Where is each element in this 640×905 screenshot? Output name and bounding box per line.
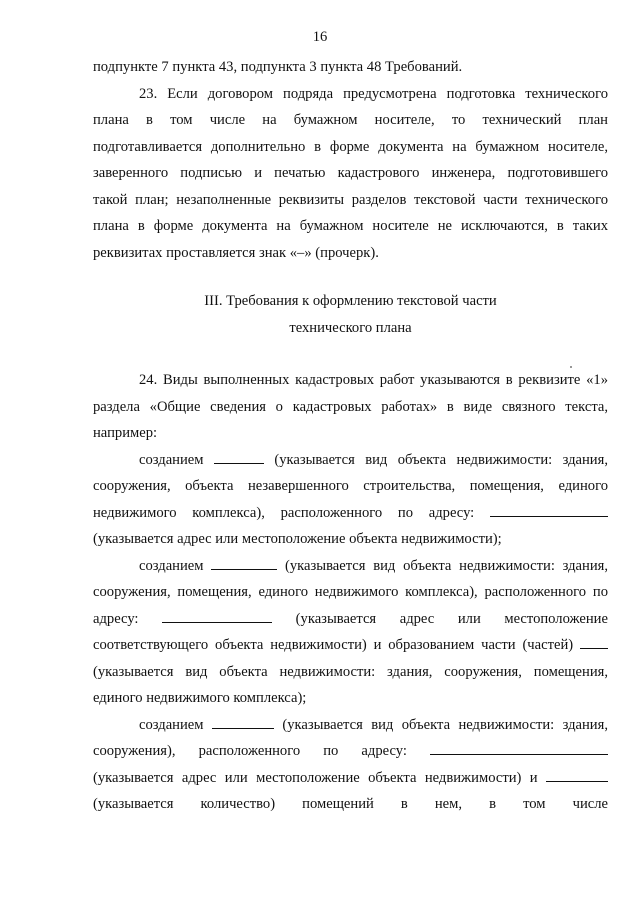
paragraph-23-line-4: заверенного подписью и печатью кадастрового инженера, подготовившего bbox=[93, 165, 608, 181]
text-fragment: (указывается вид объекта недвижимости: здания, bbox=[274, 451, 608, 468]
example-2-line-3 bbox=[93, 606, 608, 633]
fill-in-blank bbox=[490, 515, 608, 517]
text-fragment: созданием bbox=[139, 451, 204, 468]
paragraph-24-line-3: например: bbox=[93, 425, 158, 441]
text-fragment: созданием bbox=[139, 557, 204, 574]
paragraph-23-line-5: такой план; незаполненные реквизиты разделов текстовой части технического bbox=[93, 191, 608, 208]
example-2-line-2: сооружения, помещения, единого недвижимого комплекса), расположенного по bbox=[93, 584, 608, 600]
fill-in-blank bbox=[162, 621, 272, 623]
paragraph-24-line-1: 24. Виды выполненных кадастровых работ указываются в реквизите «1» bbox=[139, 372, 608, 388]
section-heading-continued: технического плана bbox=[289, 319, 412, 336]
fill-in-blank bbox=[580, 647, 608, 649]
fill-in-blank bbox=[211, 568, 277, 570]
text-fragment: созданием bbox=[139, 716, 204, 733]
example-1-line-2: сооружения, объекта незавершенного строительства, помещения, единого bbox=[93, 478, 608, 494]
example-2-line-6: единого недвижимого комплекса); bbox=[93, 690, 307, 706]
text-fragment: сооружения), расположенного по адресу: bbox=[93, 743, 407, 759]
example-3-line-2 bbox=[93, 738, 608, 765]
example-2-line-1 bbox=[93, 553, 608, 580]
example-3-line-4: (указывается количество) помещений в нем, в том числе bbox=[93, 796, 608, 812]
example-2-line-5: (указывается вид объекта недвижимости: здания, сооружения, помещения, bbox=[93, 663, 608, 680]
text-fragment: адресу: bbox=[93, 610, 139, 627]
example-1-line-4: (указывается адрес или местоположение объекта недвижимости); bbox=[93, 531, 502, 547]
paragraph-line: подпункте 7 пункта 43, подпункта 3 пункта 48 Требований. bbox=[93, 59, 463, 75]
document-body bbox=[93, 54, 608, 818]
section-heading: III. Требования к оформлению текстовой части bbox=[204, 293, 497, 309]
text-fragment: соответствующего объекта недвижимости) и образованием части (частей) bbox=[93, 637, 574, 653]
example-1-line-1 bbox=[93, 447, 608, 474]
paragraph-23-line-7: реквизитах проставляется знак «–» (прочерк). bbox=[93, 244, 379, 261]
text-fragment: (указывается адрес или местоположение объекта недвижимости) и bbox=[93, 769, 538, 786]
fill-in-blank bbox=[212, 727, 274, 729]
paragraph-23-line-6: плана в форме документа на бумажном носителе не исключаются, в таких bbox=[93, 218, 608, 234]
example-3-line-3 bbox=[93, 765, 608, 792]
text-fragment: (указывается адрес или местоположение bbox=[295, 610, 608, 627]
fill-in-blank bbox=[214, 462, 264, 464]
fill-in-blank bbox=[430, 753, 608, 755]
text-fragment: (указывается вид объекта недвижимости: здания, bbox=[285, 557, 608, 574]
fill-in-blank bbox=[546, 780, 608, 782]
page-number: 16 bbox=[312, 29, 328, 45]
example-2-line-4 bbox=[93, 632, 608, 659]
paragraph-23-line-3: подготавливается дополнительно в форме документа на бумажном носителе, bbox=[93, 138, 608, 155]
text-fragment: (указывается вид объекта недвижимости: здания, bbox=[282, 716, 608, 733]
text-fragment: недвижимого комплекса), расположенного по адресу: bbox=[93, 504, 475, 521]
example-3-line-1 bbox=[93, 712, 608, 739]
paragraph-24-line-2: раздела «Общие сведения о кадастровых работах» в виде связного текста, bbox=[93, 398, 608, 415]
paragraph-23-line-2: плана в том числе на бумажном носителе, то технический план bbox=[93, 112, 608, 128]
example-1-line-3 bbox=[93, 500, 608, 527]
paragraph-23-line-1: 23. Если договором подряда предусмотрена подготовка технического bbox=[139, 85, 608, 102]
